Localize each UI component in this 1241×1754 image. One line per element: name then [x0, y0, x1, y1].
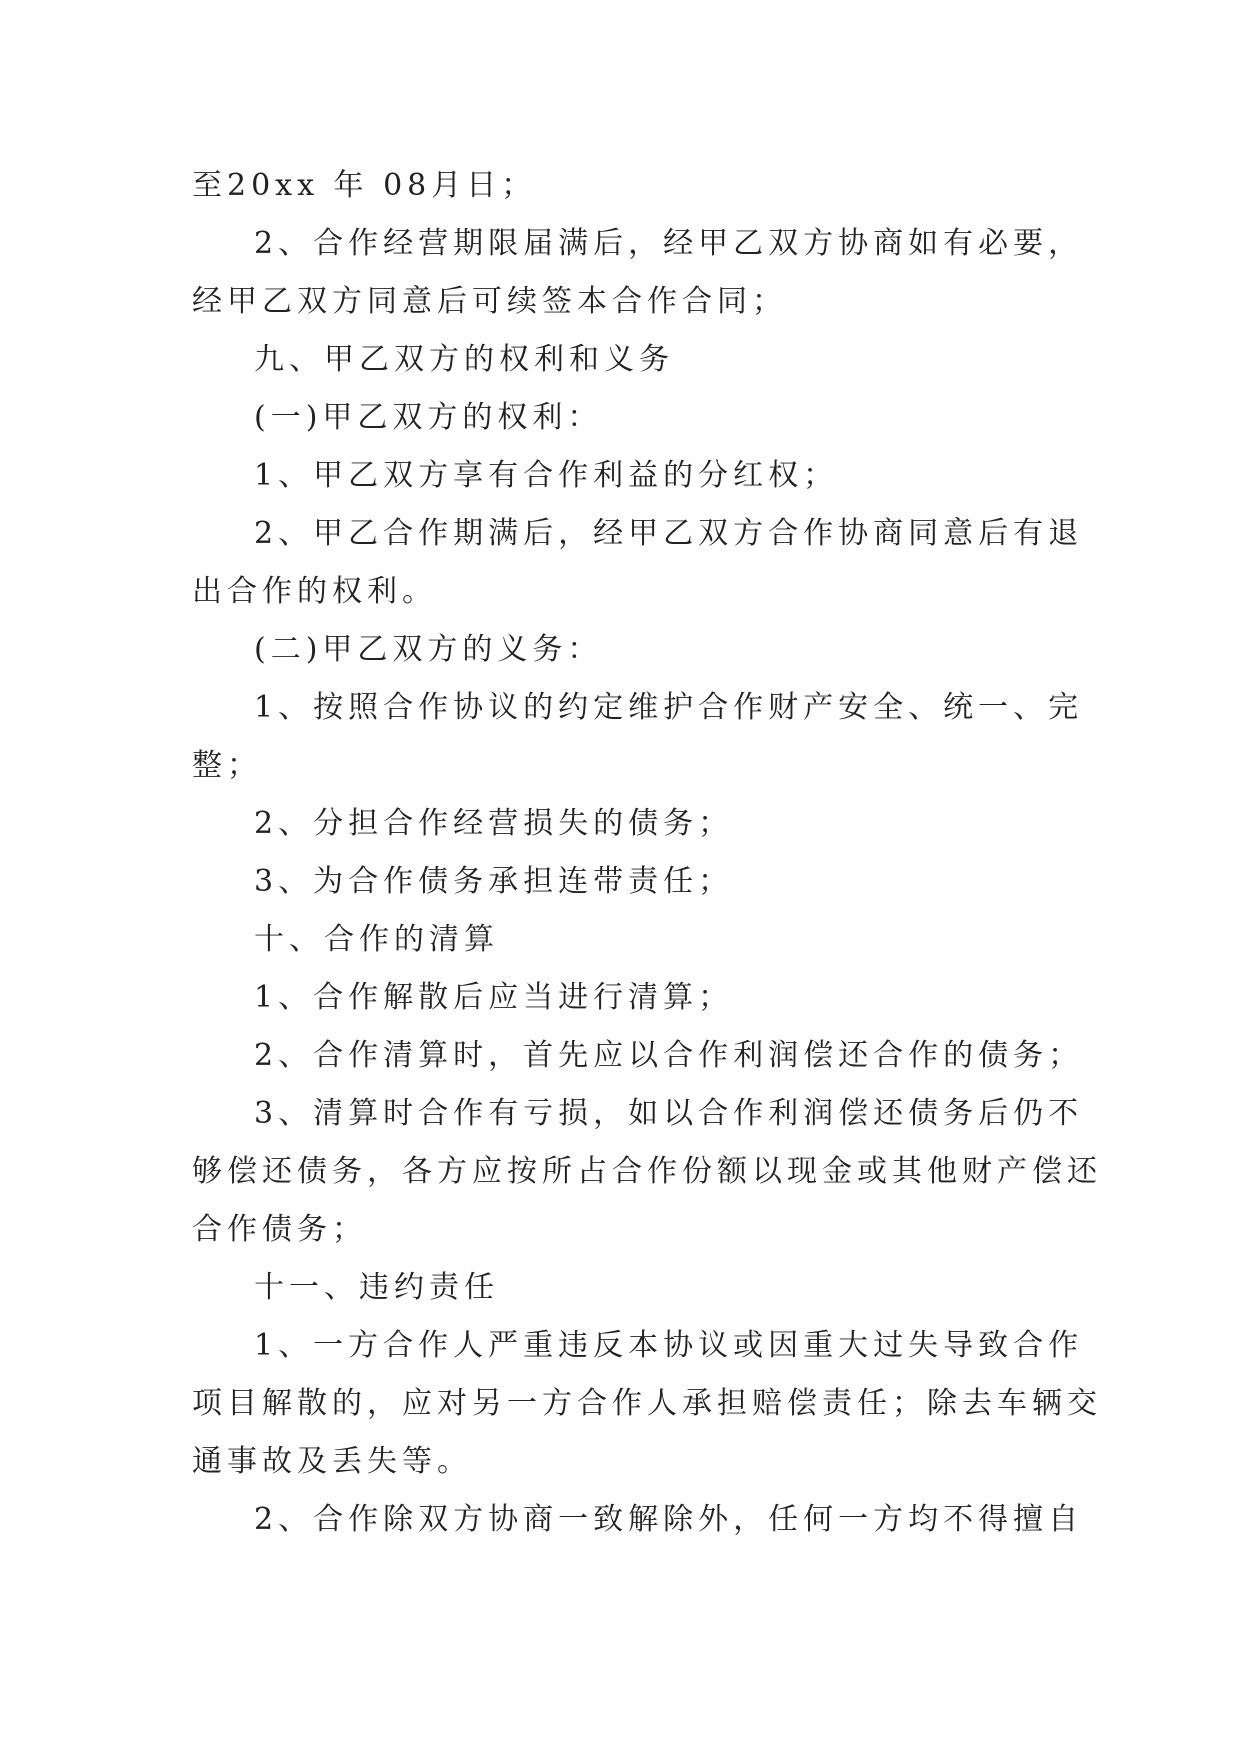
text-line: 出合作的权利。 — [192, 574, 437, 609]
section-heading: 十、合作的清算 — [254, 922, 499, 957]
text-line: 1、按照合作协议的约定维护合作财产安全、统一、完 — [254, 690, 1084, 725]
text-line: 3、为合作债务承担连带责任； — [254, 864, 734, 899]
text-line: 至20xx 年 08月日； — [192, 168, 537, 203]
text-line: 2、甲乙合作期满后，经甲乙双方合作协商同意后有退 — [254, 516, 1084, 551]
text-line: 项目解散的，应对另一方合作人承担赔偿责任；除去车辆交 — [192, 1386, 1102, 1421]
text-line: 1、甲乙双方享有合作利益的分红权； — [254, 458, 839, 493]
section-heading: 十一、违约责任 — [254, 1270, 499, 1305]
subsection-heading: (一)甲乙双方的权利： — [254, 400, 603, 435]
text-line: 2、分担合作经营损失的债务； — [254, 806, 734, 841]
text-line: 经甲乙双方同意后可续签本合作合同； — [192, 284, 787, 319]
text-line: 通事故及丢失等。 — [192, 1444, 472, 1479]
section-heading: 九、甲乙双方的权利和义务 — [254, 342, 674, 377]
text-line: 3、清算时合作有亏损，如以合作利润偿还债务后仍不 — [254, 1096, 1084, 1131]
text-line: 合作债务； — [192, 1212, 367, 1247]
text-line: 2、合作除双方协商一致解除外，任何一方均不得擅自 — [254, 1502, 1084, 1537]
text-line: 够偿还债务，各方应按所占合作份额以现金或其他财产偿还 — [192, 1154, 1102, 1189]
text-line: 整； — [192, 748, 262, 783]
subsection-heading: (二)甲乙双方的义务： — [254, 632, 603, 667]
text-line: 1、合作解散后应当进行清算； — [254, 980, 734, 1015]
text-line: 2、合作清算时，首先应以合作利润偿还合作的债务； — [254, 1038, 1084, 1073]
text-line: 1、一方合作人严重违反本协议或因重大过失导致合作 — [254, 1328, 1084, 1363]
text-line: 2、合作经营期限届满后，经甲乙双方协商如有必要， — [254, 226, 1084, 261]
